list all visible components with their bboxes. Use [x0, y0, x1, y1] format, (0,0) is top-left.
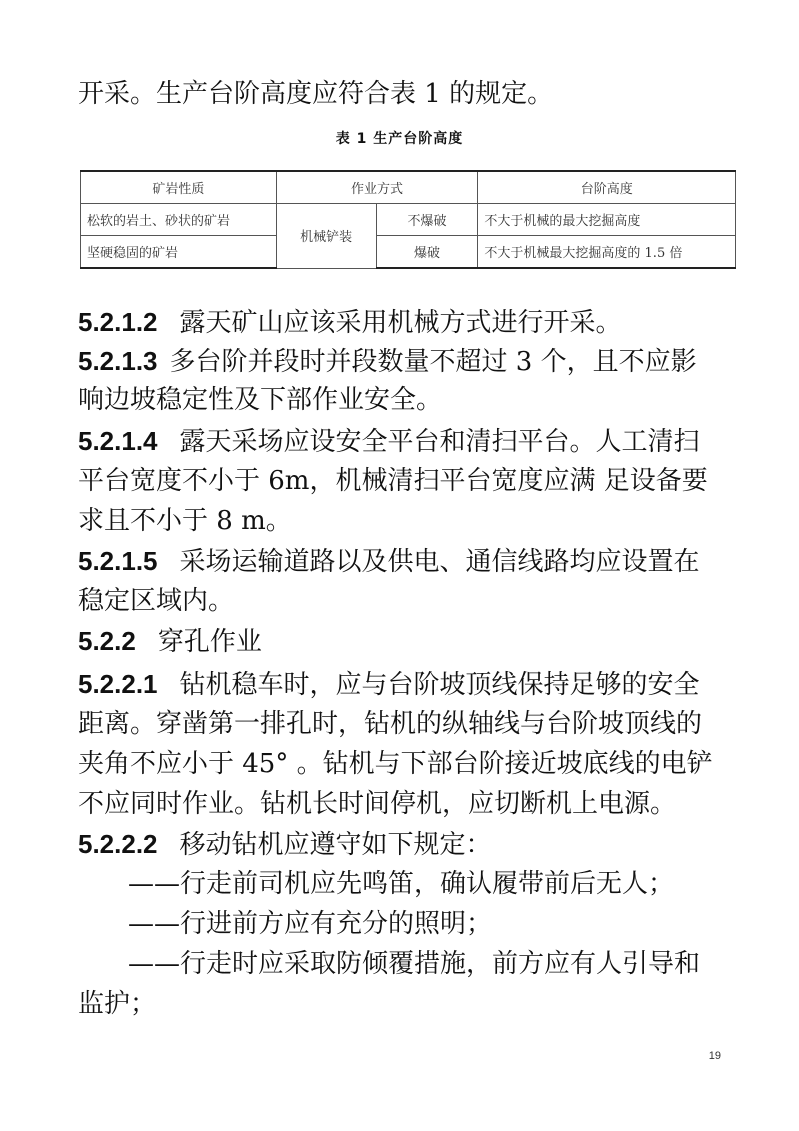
table-caption: 表 1 生产台阶高度	[335, 131, 464, 147]
clause-number: 5.2.1.3	[78, 346, 158, 376]
clause-5-2-1-4	[78, 419, 700, 464]
clause-text: 钻机稳车时，应与台阶坡顶线保持足够的安全	[179, 670, 700, 700]
clause-text: 移动钻机应遵守如下规定：	[179, 830, 492, 860]
cell-height: 不大于机械的最大挖掘高度	[478, 204, 736, 236]
intro-line: 开采。生产台阶高度应符合表 1 的规定。	[78, 79, 554, 109]
clause-5-2-2-2	[78, 822, 492, 867]
table-header-row	[81, 171, 736, 204]
header-rock: 矿岩性质	[81, 171, 277, 204]
clause-number: 5.2.2.2	[78, 829, 158, 859]
header-method: 作业方式	[276, 171, 478, 204]
list-item-cont: 监护；	[78, 989, 157, 1019]
cell-rock: 坚硬稳固的矿岩	[81, 236, 277, 269]
cell-blast: 爆破	[376, 236, 478, 269]
cell-rock: 松软的岩土、砂状的矿岩	[81, 204, 277, 236]
section-5-2-2	[78, 619, 262, 664]
clause-5-2-1-5	[78, 539, 700, 584]
clause-5-2-2-1-cont3: 不应同时作业。钻机长时间停机，应切断机上电源。	[78, 789, 677, 819]
list-item: ——行走前司机应先鸣笛，确认履带前后无人；	[128, 869, 675, 899]
list-item: ——行走时应采取防倾覆措施，前方应有人引导和	[128, 949, 701, 979]
clause-text: 露天矿山应该采用机械方式进行开采。	[179, 308, 622, 338]
clause-text: 采场运输道路以及供电、通信线路均应设置在	[179, 547, 700, 577]
clause-number: 5.2.1.4	[78, 426, 158, 456]
header-height: 台阶高度	[478, 171, 736, 204]
clause-5-2-1-4-cont: 平台宽度不小于 6m，机械清扫平台宽度应满 足设备要	[78, 466, 708, 496]
clause-number: 5.2.1.2	[78, 307, 158, 337]
cell-method: 机械铲装	[276, 204, 376, 269]
clause-number: 5.2.1.5	[78, 546, 158, 576]
clause-5-2-1-4-cont2: 求且不小于 8 m。	[78, 506, 292, 536]
clause-text: 多台阶并段时并段数量不超过 3 个，且不应影	[169, 347, 697, 377]
clause-5-2-1-5-cont: 稳定区域内。	[78, 586, 235, 616]
page-number: 19	[708, 1050, 721, 1062]
clause-number: 5.2.2.1	[78, 669, 158, 699]
list-item: ——行进前方应有充分的照明；	[128, 909, 493, 939]
bench-height-table	[80, 170, 736, 269]
cell-blast: 不爆破	[376, 204, 478, 236]
section-title: 穿孔作业	[157, 627, 262, 657]
clause-5-2-1-3-cont: 响边坡稳定性及下部作业安全。	[78, 385, 443, 415]
cell-height: 不大于机械最大挖掘高度的 1.5 倍	[478, 236, 736, 269]
clause-5-2-2-1-cont: 距离。穿凿第一排孔时，钻机的纵轴线与台阶坡顶线的	[78, 709, 703, 739]
section-number: 5.2.2	[78, 626, 136, 656]
clause-5-2-2-1	[78, 662, 700, 707]
table-row	[81, 236, 736, 269]
clause-5-2-2-1-cont2: 夹角不应小于 45° 。钻机与下部台阶接近坡底线的电铲	[78, 749, 713, 779]
clause-text: 露天采场应设安全平台和清扫平台。人工清扫	[179, 427, 700, 457]
table-row	[81, 204, 736, 236]
